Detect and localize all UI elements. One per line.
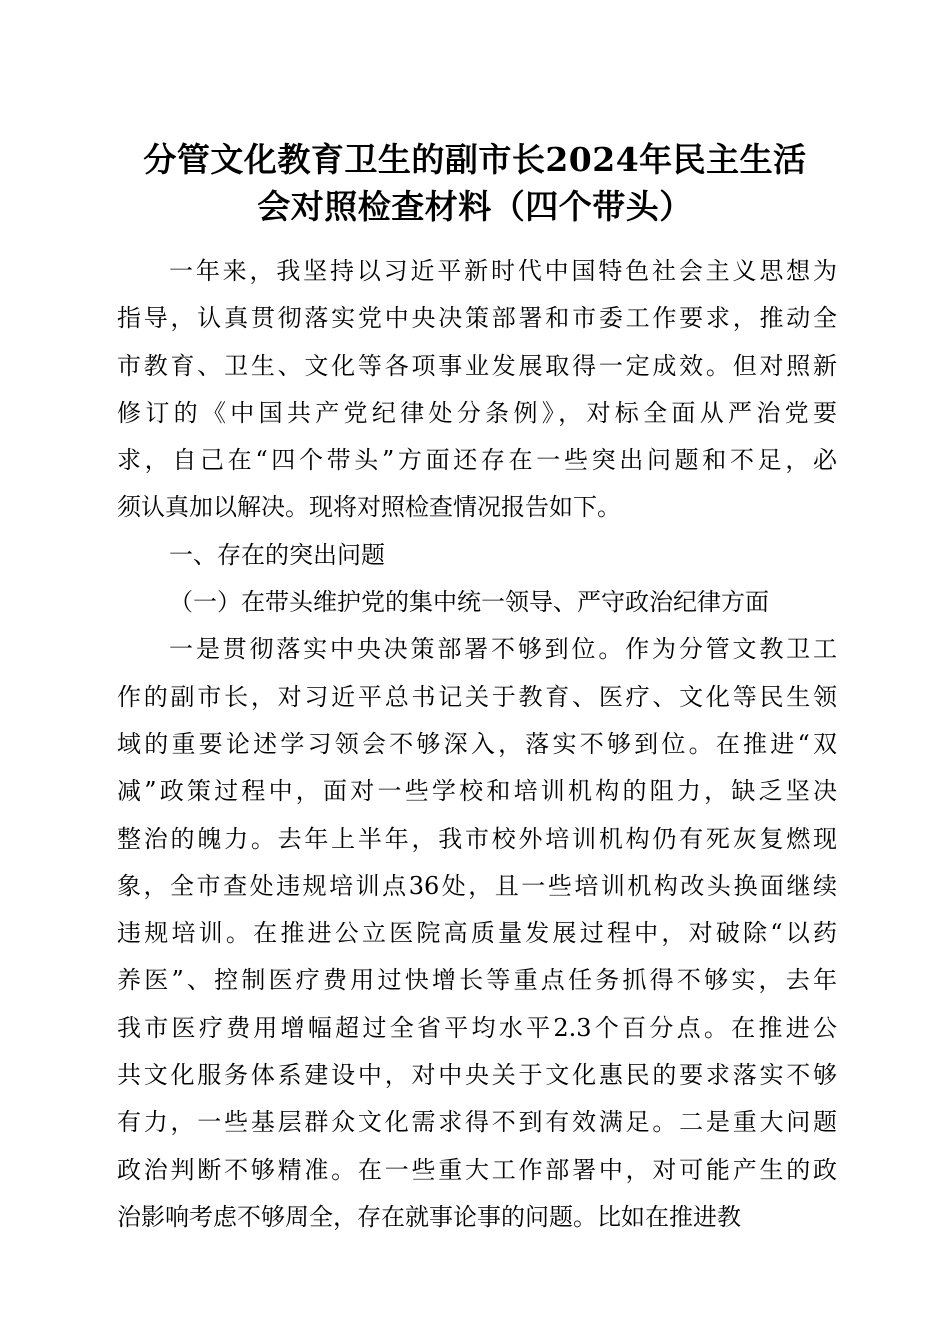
paragraph-line: 减”政策过程中，面对一些学校和培训机构的阻力，缺乏坚决 xyxy=(117,777,837,806)
subsection-heading: （一）在带头维护党的集中统一领导、严守政治纪律方面 xyxy=(169,588,769,617)
paragraph-line: 整治的魄力。去年上半年，我市校外培训机构仍有死灰复燃现 xyxy=(117,824,837,853)
title-line: 分管文化教育卫生的副市长2024年民主生活 xyxy=(143,140,807,179)
section-heading: 一、存在的突出问题 xyxy=(169,540,385,569)
paragraph-line: 作的副市长，对习近平总书记关于教育、医疗、文化等民生领 xyxy=(117,682,837,711)
paragraph-line: 须认真加以解决。现将对照检查情况报告如下。 xyxy=(117,493,621,522)
title-line: 会对照检查材料（四个带头） xyxy=(257,187,693,226)
paragraph-line: 共文化服务体系建设中，对中央关于文化惠民的要求落实不够 xyxy=(117,1061,837,1090)
paragraph-line: 我市医疗费用增幅超过全省平均水平2.3个百分点。在推进公 xyxy=(117,1013,837,1042)
document-title xyxy=(100,136,850,230)
paragraph-line: 一年来，我坚持以习近平新时代中国特色社会主义思想为 xyxy=(169,257,837,285)
paragraph-line: 违规培训。在推进公立医院高质量发展过程中，对破除“以药 xyxy=(117,919,837,948)
paragraph-line: 治影响考虑不够周全，存在就事论事的问题。比如在推进教 xyxy=(117,1202,741,1231)
paragraph-line: 一是贯彻落实中央决策部署不够到位。作为分管文教卫工 xyxy=(169,635,837,664)
paragraph-line: 求，自己在“四个带头”方面还存在一些突出问题和不足，必 xyxy=(117,446,837,475)
paragraph-line: 市教育、卫生、文化等各项事业发展取得一定成效。但对照新 xyxy=(117,351,837,380)
paragraph-line: 修订的《中国共产党纪律处分条例》，对标全面从严治党要 xyxy=(117,398,837,427)
paragraph-line: 指导，认真贯彻落实党中央决策部署和市委工作要求，推动全 xyxy=(117,304,837,333)
paragraph-line: 政治判断不够精准。在一些重大工作部署中，对可能产生的政 xyxy=(117,1155,837,1184)
paragraph-line: 域的重要论述学习领会不够深入，落实不够到位。在推进“双 xyxy=(117,729,837,758)
paragraph-line: 养医”、控制医疗费用过快增长等重点任务抓得不够实，去年 xyxy=(117,966,837,995)
paragraph-line: 象，全市查处违规培训点36处，且一些培训机构改头换面继续 xyxy=(117,871,837,900)
document-body xyxy=(117,248,837,1241)
paragraph-line: 有力，一些基层群众文化需求得不到有效满足。二是重大问题 xyxy=(117,1108,837,1137)
